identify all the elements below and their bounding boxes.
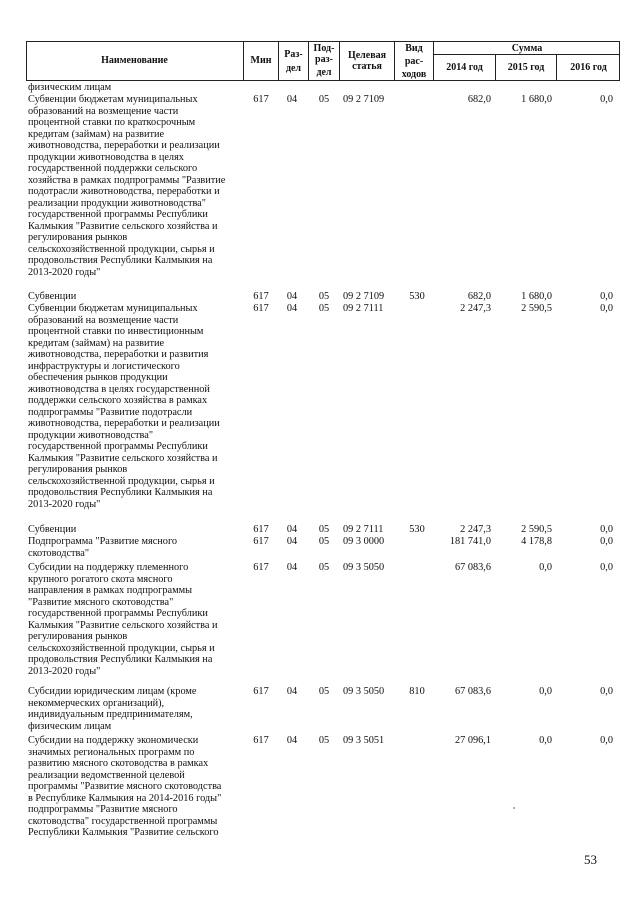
row-min: 617 — [253, 94, 269, 105]
row-name-line: "Развитие мясного скотоводства" — [28, 596, 174, 608]
row-sum-2016: 0,0 — [600, 562, 613, 573]
row-sum-2014: 67 083,6 — [454, 562, 491, 573]
row-celevaya: 09 3 5050 — [343, 686, 385, 697]
row-name-line: программы "Развитие мясного скотоводства — [28, 781, 222, 792]
row-name — [28, 562, 242, 677]
row-sum-2014: 682,0 — [467, 291, 491, 302]
row-name-line: скотоводства" — [28, 547, 90, 559]
row-sum-2016: 0,0 — [600, 94, 613, 105]
row-name-line: Калмыкия "Развитие сельского хозяйства и — [28, 452, 218, 464]
row-celevaya: 09 2 7109 — [343, 94, 385, 105]
row-name — [28, 303, 242, 510]
row-razdel: 04 — [286, 303, 298, 314]
row-name-line: индивидуальным предпринимателям, — [28, 709, 193, 720]
row-name-line: Субвенции — [28, 291, 77, 302]
row-sum-2014: 2 247,3 — [460, 303, 491, 314]
row-min: 617 — [253, 735, 269, 746]
row-celevaya: 09 3 5051 — [343, 735, 385, 746]
header-razdel-line: дел — [285, 63, 302, 74]
row-name-line: образований на возмещение части — [28, 314, 179, 326]
row-sum-2016: 0,0 — [600, 735, 613, 746]
row-celevaya: 09 3 5050 — [343, 562, 385, 573]
row-sum-2015: 4 178,8 — [521, 536, 552, 547]
row-sum-2015: 2 590,5 — [521, 524, 552, 535]
header-celevaya-line: статья — [352, 61, 382, 72]
row-name-line: животноводства в целях государственной — [28, 383, 210, 395]
header-vid-line: ходов — [401, 69, 427, 80]
row-name-line: Субсидии на поддержку экономически — [28, 735, 199, 746]
row-name-line: 2013-2020 годы" — [28, 266, 101, 278]
header-summa: Сумма — [511, 43, 543, 54]
row-name-line: Калмыкия "Развитие сельского хозяйства и — [28, 220, 218, 232]
row-razdel: 04 — [286, 94, 298, 105]
row-name-line: реализации продукции животноводства" — [28, 197, 206, 209]
header-podrazdel — [309, 43, 339, 78]
row-name-line: инфраструктуры и логистического — [28, 360, 180, 372]
row-name-line: продовольствия Республики Калмыкия на — [28, 487, 213, 498]
row-celevaya: 09 2 7111 — [343, 303, 384, 314]
row-min: 617 — [253, 562, 269, 573]
row-name-line: продовольствия Республики Калмыкия на — [28, 255, 213, 266]
row-name-line: Субвенции бюджетам муниципальных — [28, 303, 198, 314]
row-name-line: регулирования рынков — [28, 631, 128, 642]
header-podrazdel-line: дел — [316, 67, 332, 78]
row-sum-2016: 0,0 — [600, 303, 613, 314]
page-number: 53 — [584, 852, 597, 867]
row-name-line: продукции животноводства в целях — [28, 151, 184, 163]
row-min: 617 — [253, 291, 269, 302]
row-name-line: скотоводства" государственной программы — [28, 815, 218, 827]
header-celevaya — [340, 50, 394, 72]
row-min: 617 — [253, 536, 269, 547]
row-podrazdel: 05 — [318, 303, 330, 314]
row-vid: 810 — [409, 686, 425, 697]
header-year-2015: 2015 год — [507, 62, 545, 73]
row-razdel: 04 — [286, 686, 298, 697]
row-name-line: подотрасли животноводства, переработки и — [28, 186, 220, 197]
row-name-line: сельскохозяйственной продукции, сырья и — [28, 243, 215, 255]
row-name — [28, 735, 242, 839]
header-podrazdel-line: раз- — [315, 54, 333, 65]
row-name-line: реализации ведомственной целевой — [28, 769, 185, 781]
row-celevaya: 09 2 7111 — [343, 524, 384, 535]
header-razdel — [279, 49, 308, 74]
row-name-line: сельскохозяйственной продукции, сырья и — [28, 642, 215, 654]
row-name-line: значимых региональных программ по — [28, 746, 195, 758]
row-sum-2016: 0,0 — [600, 536, 613, 547]
row-name-line: животноводства, переработки и реализации — [28, 140, 220, 151]
row-name-line: физическим лицам — [28, 720, 112, 732]
row-sum-2014: 2 247,3 — [460, 524, 491, 535]
header-podrazdel-line: Под- — [313, 43, 335, 54]
row-sum-2015: 0,0 — [539, 686, 552, 697]
row-name-line: кредитам (займам) на развитие — [28, 337, 165, 349]
row-sum-2016: 0,0 — [600, 291, 613, 302]
row-name — [28, 94, 242, 278]
row-podrazdel: 05 — [318, 94, 330, 105]
row-name-line: сельскохозяйственной продукции, сырья и — [28, 475, 215, 487]
header-summa-divider — [434, 54, 620, 55]
row-razdel: 04 — [286, 536, 298, 547]
row-sum-2015: 0,0 — [539, 735, 552, 746]
header-razdel-line: Раз- — [284, 49, 303, 60]
row-min: 617 — [253, 686, 269, 697]
row-name-line: подпрограммы "Развитие подотрасли — [28, 406, 193, 418]
row-podrazdel: 05 — [318, 536, 330, 547]
row-podrazdel: 05 — [318, 562, 330, 573]
row-name-line: процентной ставки по инвестиционным — [28, 326, 204, 337]
table-header — [26, 41, 620, 81]
row-name-line: продукции животноводства" — [28, 429, 154, 441]
row-name-line: 2013-2020 годы" — [28, 498, 101, 510]
row-name-line: образований на возмещение части — [28, 105, 179, 117]
row-name-line: регулирования рынков — [28, 232, 128, 243]
row-sum-2015: 1 680,0 — [521, 291, 552, 302]
row-name-line: физическим лицам — [28, 82, 112, 93]
row-name-line: крупного рогатого скота мясного — [28, 573, 173, 585]
row-name-line: 2013-2020 годы" — [28, 665, 101, 677]
row-sum-2015: 2 590,5 — [521, 303, 552, 314]
row-sum-2014: 67 083,6 — [454, 686, 491, 697]
row-name — [28, 524, 242, 536]
row-razdel: 04 — [286, 735, 298, 746]
row-name-line: развитию мясного скотоводства в рамках — [28, 758, 209, 769]
header-year-2014: 2014 год — [446, 62, 483, 73]
row-razdel: 04 — [286, 562, 298, 573]
scan-speck — [513, 807, 515, 809]
row-min: 617 — [253, 524, 269, 535]
row-sum-2015: 0,0 — [539, 562, 552, 573]
row-name-line: Субвенции — [28, 524, 77, 535]
row-name — [28, 536, 242, 559]
row-name-line: процентной ставки по краткосрочным — [28, 117, 196, 128]
row-name-line: продовольствия Республики Калмыкия на — [28, 654, 213, 665]
row-name-line: хозяйства в рамках подпрограммы "Развитие — [28, 174, 226, 186]
row-sum-2016: 0,0 — [600, 686, 613, 697]
row-name-line: обеспечения рынков продукции — [28, 372, 168, 383]
row-name-line: Субсидии на поддержку племенного — [28, 562, 189, 573]
header-year-2016: 2016 год — [570, 62, 607, 73]
row-razdel: 04 — [286, 291, 298, 302]
header-vid-line: Вид — [405, 43, 423, 54]
row-name-line: направления в рамках подпрограммы — [28, 585, 193, 596]
row-celevaya: 09 3 0000 — [343, 536, 385, 547]
row-name-line: животноводства, переработки и развития — [28, 349, 209, 360]
row-celevaya: 09 2 7109 — [343, 291, 385, 302]
row-razdel: 04 — [286, 524, 298, 535]
row-name-line: Субвенции бюджетам муниципальных — [28, 94, 198, 105]
row-name — [28, 686, 242, 732]
header-bottom-border — [26, 80, 620, 81]
row-name-line: некоммерческих организаций), — [28, 697, 165, 709]
row-name — [28, 291, 242, 303]
row-podrazdel: 05 — [318, 524, 330, 535]
row-sum-2014: 27 096,1 — [454, 735, 491, 746]
header-name: Наименование — [101, 55, 168, 66]
row-name-line: кредитам (займам) на развитие — [28, 128, 165, 140]
row-sum-2014: 682,0 — [467, 94, 491, 105]
row-name-line: государственной программы Республики — [28, 209, 208, 220]
row-name-line: Республики Калмыкия "Развитие сельского — [28, 827, 219, 838]
row-name-line: Подпрограмма "Развитие мясного — [28, 536, 178, 547]
row-name-line: в Республике Калмыкия на 2014-2016 годы" — [28, 792, 222, 804]
header-vid-line: рас- — [404, 56, 424, 67]
row-min: 617 — [253, 303, 269, 314]
row-name-line: Субсидии юридическим лицам (кроме — [28, 686, 197, 697]
row-name-line: государственной поддержки сельского — [28, 163, 198, 174]
row-name-line: регулирования рынков — [28, 464, 128, 475]
row-sum-2014: 181 741,0 — [449, 536, 491, 547]
row-podrazdel: 05 — [318, 735, 330, 746]
row-name — [28, 82, 242, 94]
row-name-line: государственной программы Республики — [28, 608, 208, 619]
row-name-line: животноводства, переработки и реализации — [28, 418, 220, 429]
row-podrazdel: 05 — [318, 686, 330, 697]
header-top-border — [26, 41, 620, 42]
row-name-line: поддержки сельского хозяйства в рамках — [28, 395, 208, 406]
row-sum-2015: 1 680,0 — [521, 94, 552, 105]
row-podrazdel: 05 — [318, 291, 330, 302]
row-name-line: подпрограммы "Развитие мясного — [28, 804, 178, 815]
header-min: Мин — [250, 55, 272, 66]
row-sum-2016: 0,0 — [600, 524, 613, 535]
row-vid: 530 — [409, 291, 425, 302]
header-celevaya-line: Целевая — [347, 50, 387, 61]
header-vid — [395, 43, 433, 80]
row-vid: 530 — [409, 524, 425, 535]
row-name-line: Калмыкия "Развитие сельского хозяйства и — [28, 619, 218, 631]
row-name-line: государственной программы Республики — [28, 441, 208, 452]
